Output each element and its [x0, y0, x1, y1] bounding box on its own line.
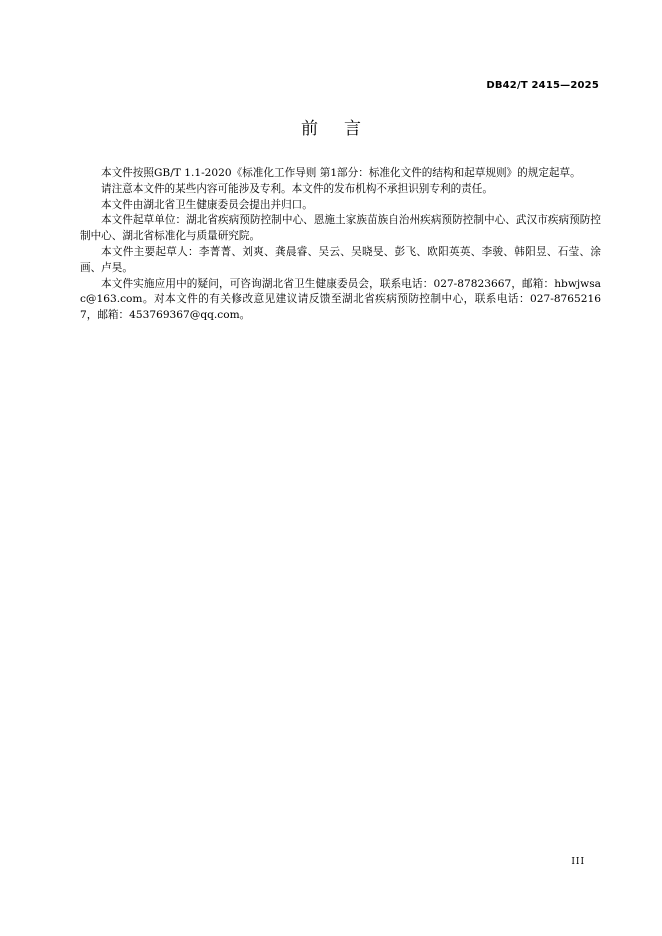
paragraph-drafting-units: 本文件起草单位：湖北省疾病预防控制中心、恩施土家族苗族自治州疾病预防控制中心、武汉市疾病预防控制中心、湖北省标准化与质量研究院。 [80, 214, 601, 243]
paragraph-drafting-rules: 本文件按照GB/T 1.1-2020《标准化工作导则 第1部分：标准化文件的结构和起草规则》的规定起草。 [101, 167, 581, 179]
page-title: 前言 [301, 119, 387, 139]
paragraph-drafters: 本文件主要起草人：李菁菁、刘爽、龚晨睿、吴云、吴晓旻、彭飞、欧阳英英、李骏、韩阳昱、石莹、涂画、卢昊。 [80, 245, 601, 274]
paragraph-contact: 本文件实施应用中的疑问，可咨询湖北省卫生健康委员会，联系电话：027-87823667，邮箱：hbwjwsac@163.com。对本文件的有关修改意见建议请反馈至湖北省疾病预防控制中心，联系电话：027-87652167，邮箱：453769367@qq.com。 [80, 277, 601, 322]
page-number: III [571, 857, 585, 867]
paragraph-proposer: 本文件由湖北省卫生健康委员会提出并归口。 [101, 198, 313, 211]
standard-code: DB42/T 2415—2025 [486, 80, 599, 91]
foreword-body [80, 166, 601, 324]
paragraph-patent-notice: 请注意本文件的某些内容可能涉及专利。本文件的发布机构不承担识别专利的责任。 [101, 182, 493, 195]
